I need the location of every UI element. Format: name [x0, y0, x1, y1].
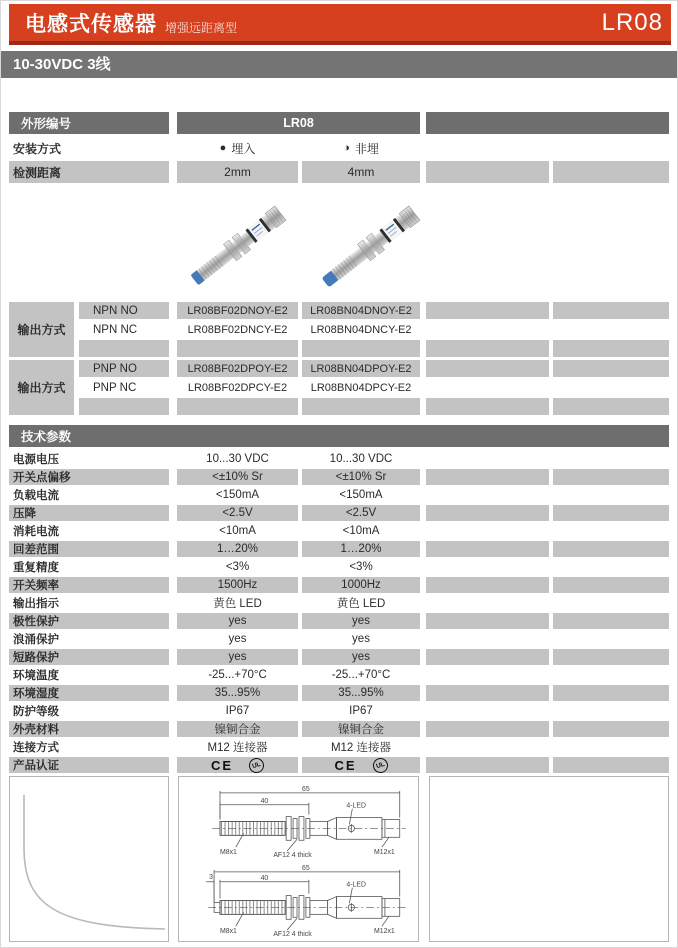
table-row [9, 541, 669, 557]
table-row [79, 302, 669, 319]
param-value: <±10% Sr [177, 469, 298, 485]
param-value: IP67 [349, 705, 373, 717]
model-number: LR08BF02DNCY-E2 [187, 323, 288, 336]
param-value: yes [177, 649, 298, 665]
product-photos [177, 194, 431, 300]
dim-total-label: 65 [301, 785, 310, 793]
led-label: 4-LED [345, 802, 366, 810]
output-type: NPN NC [93, 323, 138, 336]
param-value: yes [302, 613, 420, 629]
param-value: M12 连接器 [330, 742, 392, 754]
distance-label: 检测距离 [9, 161, 169, 183]
param-value: <10mA [342, 525, 380, 537]
dim-thread-label: 40 [260, 874, 268, 882]
param-value: <150mA [215, 489, 260, 501]
model-number: LR08BF02DNOY-E2 [177, 302, 298, 319]
table-row [9, 469, 669, 485]
param-value: <10mA [219, 525, 256, 537]
selection-header-row [9, 112, 669, 134]
table-row [9, 523, 669, 539]
table-row-certification [9, 757, 669, 773]
table-row [79, 379, 669, 396]
series-header: LR08 [177, 112, 420, 134]
param-label: 重复精度 [13, 562, 59, 574]
ce-mark-icon: CE [210, 757, 234, 773]
table-row [9, 739, 669, 755]
table-row-empty [79, 398, 669, 415]
param-label: 浪涌保护 [13, 634, 59, 646]
param-value: <150mA [339, 489, 383, 501]
output-type: PNP NO [79, 360, 169, 377]
param-value: <±10% Sr [302, 469, 420, 485]
dimension-drawings-panel [178, 776, 419, 942]
param-value: 35...95% [302, 685, 420, 701]
mount-row [9, 138, 426, 158]
dimension-drawing-nonflush [187, 862, 411, 941]
param-label: 负载电流 [13, 490, 59, 502]
flush-circle-icon: ● [219, 141, 227, 154]
param-value: <3% [349, 561, 373, 573]
param-value: IP67 [225, 705, 250, 717]
decorative-corner-panel [9, 776, 169, 942]
half-circle-icon: ◑ [343, 141, 350, 154]
nut-label: AF12 4 thick [272, 852, 312, 860]
param-value: yes [302, 649, 420, 665]
param-label: 短路保护 [9, 649, 169, 665]
bottom-panels [9, 776, 669, 942]
param-label: 防护等级 [13, 706, 59, 718]
output-type: PNP NC [93, 381, 137, 394]
table-row-empty [79, 340, 669, 357]
param-label: 环境湿度 [9, 685, 169, 701]
page-subtitle: 增强远距离型 [165, 21, 238, 35]
param-value: yes [352, 633, 370, 645]
sensor-photo-nonflush [311, 194, 431, 300]
model-number: LR08BF02DPCY-E2 [187, 381, 288, 394]
param-value: <2.5V [302, 505, 420, 521]
flush-text: 埋入 [231, 141, 256, 156]
param-value: 35...95% [177, 685, 298, 701]
table-row [79, 360, 669, 377]
model-number: LR08BN04DNOY-E2 [302, 302, 420, 319]
param-label: 开关点偏移 [9, 469, 169, 485]
param-label: 压降 [9, 505, 169, 521]
param-value: 镍铜合金 [177, 721, 298, 737]
page-title: 电感式传感器 [25, 12, 157, 36]
tech-section-title: 技术参数 [9, 425, 669, 447]
flush-option [220, 140, 256, 157]
nut-label: AF12 4 thick [272, 931, 312, 939]
param-value: 1500Hz [177, 577, 298, 593]
nonflush-text: 非埋 [354, 141, 379, 156]
table-row [9, 703, 669, 719]
ul-mark-icon: UL [247, 756, 266, 775]
table-row [9, 649, 669, 665]
param-label: 输出指示 [13, 598, 59, 610]
param-value: <3% [225, 561, 250, 573]
voltage-banner: 10-30VDC 3线 [1, 51, 677, 78]
param-value: -25...+70°C [208, 669, 267, 681]
distance-value-2: 4mm [302, 161, 420, 183]
output-type: NPN NO [79, 302, 169, 319]
param-value: yes [228, 633, 247, 645]
ul-mark-icon: UL [371, 756, 390, 775]
param-label: 外壳材料 [9, 721, 169, 737]
dim-thread-label: 40 [260, 797, 268, 805]
distance-value-1: 2mm [177, 161, 298, 183]
output-block-pnp [9, 360, 669, 417]
empty-panel [429, 776, 669, 942]
dim-total-label: 65 [301, 864, 310, 872]
model-number: LR08BN04DPOY-E2 [302, 360, 420, 377]
table-row [9, 667, 669, 683]
param-label: 消耗电流 [13, 526, 59, 538]
param-label: 连接方式 [13, 742, 59, 754]
table-row [9, 613, 669, 629]
output-block-npn [9, 302, 669, 359]
table-row [79, 321, 669, 338]
tech-section-header-row [9, 425, 669, 447]
corner-curve [10, 777, 168, 941]
sensor-photo-flush [177, 194, 297, 300]
table-row [9, 577, 669, 593]
model-number: LR08BN04DNCY-E2 [310, 323, 412, 336]
page-header [9, 4, 671, 45]
ce-mark-icon: CE [334, 757, 357, 773]
connector-size-label: M12x1 [373, 928, 395, 936]
shape-code-header: 外形编号 [9, 112, 169, 134]
thread-size-label: M8x1 [219, 849, 237, 857]
tech-parameters-table [9, 451, 669, 775]
param-value: 1000Hz [302, 577, 420, 593]
param-value: <2.5V [177, 505, 298, 521]
output-mode-label: 输出方式 [9, 360, 74, 415]
series-header-empty [426, 112, 669, 134]
led-label: 4-LED [345, 881, 366, 889]
table-row [9, 451, 669, 467]
table-row [9, 595, 669, 611]
param-label: 电源电压 [13, 454, 59, 466]
param-value: 镍铜合金 [302, 721, 420, 737]
param-label: 产品认证 [9, 757, 169, 773]
param-value: M12 连接器 [207, 742, 268, 754]
table-row [9, 631, 669, 647]
dimension-drawing-flush [187, 783, 411, 862]
distance-row [9, 161, 669, 183]
connector-size-label: M12x1 [373, 849, 395, 857]
param-value: 1…20% [302, 541, 420, 557]
model-number: LR08BN04DPCY-E2 [310, 381, 412, 394]
mount-label: 安装方式 [13, 141, 62, 156]
param-value: 黄色 LED [336, 598, 386, 610]
param-label: 回差范围 [9, 541, 169, 557]
model-number: LR08BF02DPOY-E2 [177, 360, 298, 377]
param-value: -25...+70°C [331, 669, 391, 681]
param-value: 10...30 VDC [329, 453, 393, 465]
table-row [9, 505, 669, 521]
table-row [9, 721, 669, 737]
dim-tip-label: 3 [208, 873, 213, 881]
param-value: yes [177, 613, 298, 629]
table-row [9, 685, 669, 701]
table-row [9, 487, 669, 503]
param-value: 黄色 LED [213, 598, 262, 610]
param-value: 10...30 VDC [206, 453, 269, 465]
param-label: 极性保护 [9, 613, 169, 629]
nonflush-option [343, 140, 379, 157]
param-value: 1…20% [177, 541, 298, 557]
table-row [9, 559, 669, 575]
param-label: 环境温度 [13, 670, 59, 682]
param-label: 开关频率 [9, 577, 169, 593]
series-model: LR08 [601, 8, 663, 36]
thread-size-label: M8x1 [219, 928, 237, 936]
output-mode-label: 输出方式 [9, 302, 74, 357]
